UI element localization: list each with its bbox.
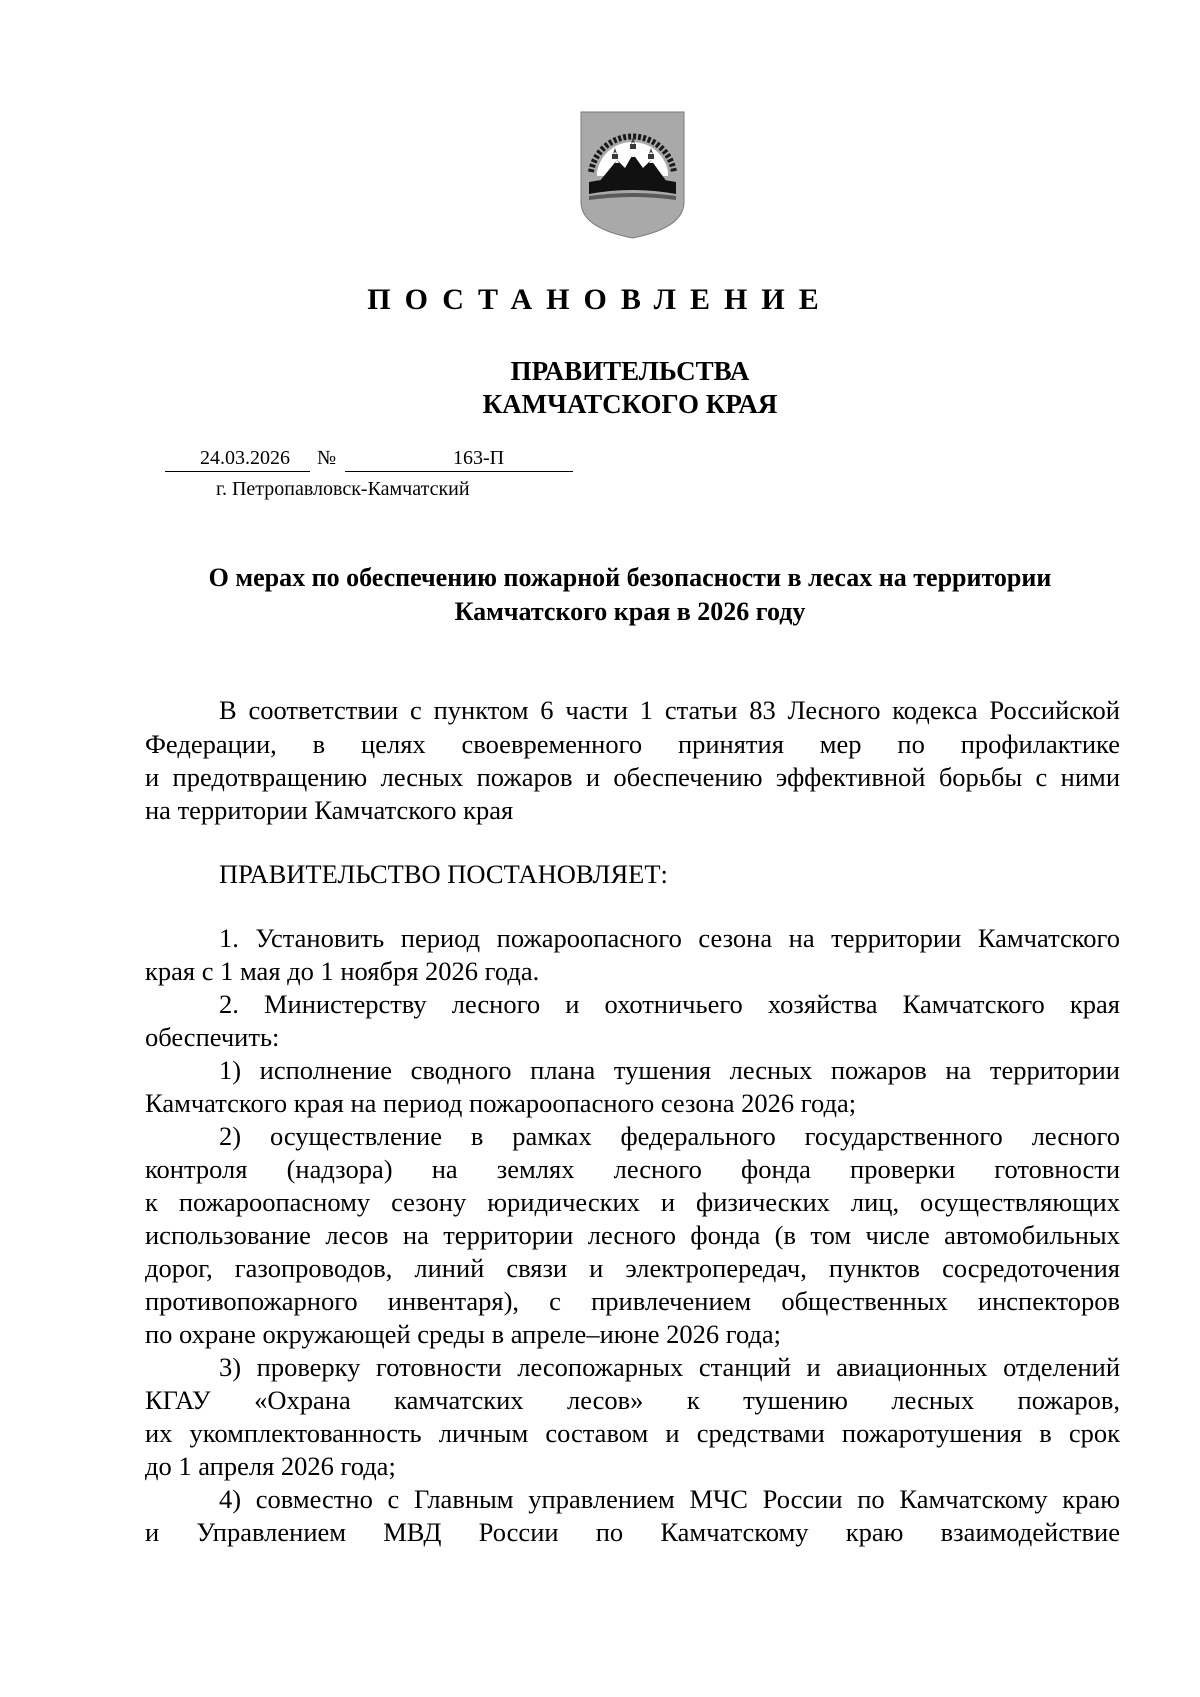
document-number: 163-П	[453, 447, 505, 469]
body-line: Камчатского края на период пожароопасного сезона 2026 года;	[145, 1088, 857, 1118]
body-line: на территории Камчатского края	[145, 795, 514, 825]
body-line: обеспечить:	[145, 1022, 280, 1052]
body-line: 2. Министерству лесного и охотничьего хозяйства Камчатского края	[219, 989, 1120, 1019]
number-sign: №	[317, 447, 337, 469]
body-line: противопожарного инвентаря), с привлечением общественных инспекторов	[145, 1286, 1120, 1316]
issuer-line-1: ПРАВИТЕЛЬСТВА	[510, 356, 750, 386]
body-line: 1) исполнение сводного плана тушения лесных пожаров на территории	[219, 1055, 1120, 1085]
document-requisites	[165, 448, 595, 472]
document-title: ПОСТАНОВЛЕНИЕ	[367, 283, 833, 316]
body-line: контроля (надзора) на землях лесного фонда проверки готовности	[145, 1154, 1120, 1184]
body-line: 3) проверку готовности лесопожарных станций и авиационных отделений	[219, 1352, 1120, 1382]
number-underline	[345, 471, 573, 472]
body-line: их укомплектованность личным составом и средствами пожаротушения в срок	[145, 1418, 1120, 1448]
body-line: КГАУ «Охрана камчатских лесов» к тушению лесных пожаров,	[145, 1385, 1120, 1415]
date-underline	[165, 471, 310, 472]
body-line: до 1 апреля 2026 года;	[145, 1451, 396, 1481]
body-line: и Управлением МВД России по Камчатскому краю взаимодействие	[145, 1517, 1120, 1547]
body-line: по охране окружающей среды в апреле–июне 2026 года;	[145, 1319, 782, 1349]
issuer-line-2: КАМЧАТСКОГО КРАЯ	[482, 389, 778, 419]
body-line: к пожароопасному сезону юридических и физических лиц, осуществляющих	[145, 1187, 1120, 1217]
coat-of-arms-icon	[579, 110, 686, 239]
body-line: использование лесов на территории лесного фонда (в том числе автомобильных	[145, 1220, 1120, 1250]
body-line: 1. Установить период пожароопасного сезона на территории Камчатского	[219, 923, 1120, 953]
body-line: края с 1 мая до 1 ноября 2026 года.	[145, 956, 540, 986]
heading-line-1: О мерах по обеспечению пожарной безопасности в лесах на территории	[208, 563, 1052, 592]
document-heading	[160, 561, 1100, 629]
body-line: Федерации, в целях своевременного принятия мер по профилактике	[145, 729, 1120, 759]
body-line: дорог, газопроводов, линий связи и электропередач, пунктов сосредоточения	[145, 1253, 1120, 1283]
body-line: 4) совместно с Главным управлением МЧС России по Камчатскому краю	[219, 1484, 1120, 1514]
heading-line-2: Камчатского края в 2026 году	[454, 597, 806, 626]
body-line-resolves: ПРАВИТЕЛЬСТВО ПОСТАНОВЛЯЕТ:	[219, 859, 668, 889]
document-date: 24.03.2026	[200, 447, 290, 469]
body-line: и предотвращению лесных пожаров и обеспечению эффективной борьбы с ними	[145, 762, 1120, 792]
body-line: В соответствии с пунктом 6 части 1 статьи 83 Лесного кодекса Российской	[219, 695, 1120, 725]
document-city: г. Петропавловск-Камчатский	[216, 478, 470, 500]
body-line: 2) осуществление в рамках федерального государственного лесного	[219, 1121, 1120, 1151]
